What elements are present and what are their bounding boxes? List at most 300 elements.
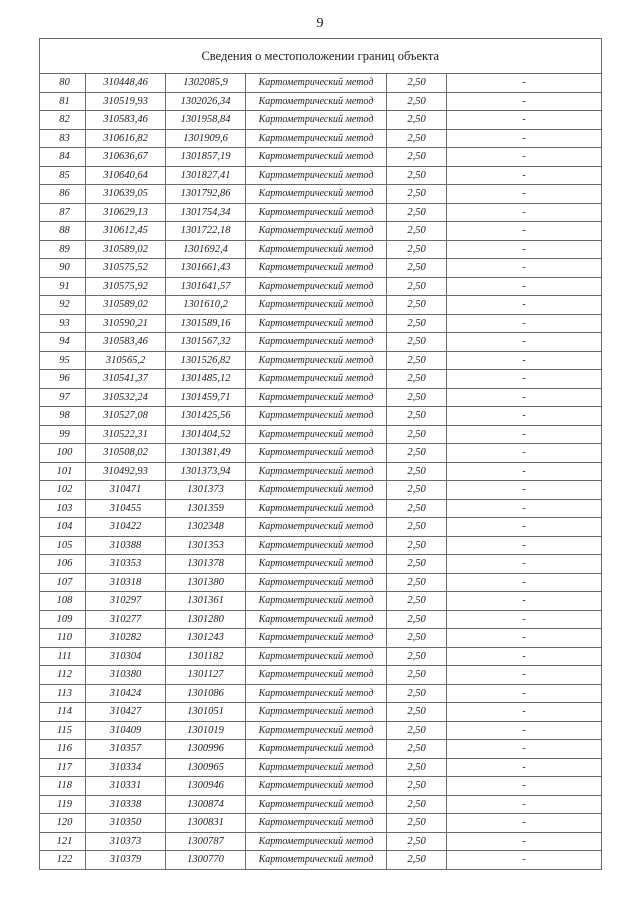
accuracy-cell: 2,50 (387, 610, 447, 629)
point-number-cell: 107 (40, 573, 86, 592)
accuracy-cell: 2,50 (387, 240, 447, 259)
table-row (40, 795, 602, 814)
accuracy-cell: 2,50 (387, 185, 447, 204)
description-cell: - (447, 314, 602, 333)
table-title-spacer (40, 39, 86, 74)
point-number-cell: 93 (40, 314, 86, 333)
method-cell: Картометрический метод (246, 203, 387, 222)
method-cell: Картометрический метод (246, 758, 387, 777)
method-cell: Картометрический метод (246, 314, 387, 333)
method-cell: Картометрический метод (246, 462, 387, 481)
point-number-cell: 101 (40, 462, 86, 481)
table-row (40, 240, 602, 259)
method-cell: Картометрический метод (246, 684, 387, 703)
point-number-cell: 83 (40, 129, 86, 148)
accuracy-cell: 2,50 (387, 481, 447, 500)
accuracy-cell: 2,50 (387, 74, 447, 93)
y-coordinate-cell: 1301361 (166, 592, 246, 611)
method-cell: Картометрический метод (246, 166, 387, 185)
x-coordinate-cell: 310616,82 (86, 129, 166, 148)
x-coordinate-cell: 310589,02 (86, 296, 166, 315)
point-number-cell: 122 (40, 851, 86, 870)
y-coordinate-cell: 1301353 (166, 536, 246, 555)
method-cell: Картометрический метод (246, 795, 387, 814)
point-number-cell: 86 (40, 185, 86, 204)
table-title: Сведения о местоположении границ объекта (86, 39, 602, 74)
point-number-cell: 97 (40, 388, 86, 407)
table-row (40, 370, 602, 389)
description-cell: - (447, 481, 602, 500)
x-coordinate-cell: 310612,45 (86, 222, 166, 241)
y-coordinate-cell: 1301280 (166, 610, 246, 629)
x-coordinate-cell: 310422 (86, 518, 166, 537)
method-cell: Картометрический метод (246, 148, 387, 167)
x-coordinate-cell: 310304 (86, 647, 166, 666)
y-coordinate-cell: 1301857,19 (166, 148, 246, 167)
accuracy-cell: 2,50 (387, 647, 447, 666)
table-row (40, 351, 602, 370)
accuracy-cell: 2,50 (387, 370, 447, 389)
description-cell: - (447, 425, 602, 444)
method-cell: Картометрический метод (246, 129, 387, 148)
description-cell: - (447, 499, 602, 518)
x-coordinate-cell: 310380 (86, 666, 166, 685)
point-number-cell: 104 (40, 518, 86, 537)
y-coordinate-cell: 1301425,56 (166, 407, 246, 426)
method-cell: Картометрический метод (246, 388, 387, 407)
point-number-cell: 98 (40, 407, 86, 426)
x-coordinate-cell: 310636,67 (86, 148, 166, 167)
x-coordinate-cell: 310541,37 (86, 370, 166, 389)
x-coordinate-cell: 310424 (86, 684, 166, 703)
x-coordinate-cell: 310639,05 (86, 185, 166, 204)
point-number-cell: 81 (40, 92, 86, 111)
point-number-cell: 108 (40, 592, 86, 611)
y-coordinate-cell: 1300874 (166, 795, 246, 814)
point-number-cell: 96 (40, 370, 86, 389)
accuracy-cell: 2,50 (387, 703, 447, 722)
x-coordinate-cell: 310409 (86, 721, 166, 740)
x-coordinate-cell: 310318 (86, 573, 166, 592)
method-cell: Картометрический метод (246, 444, 387, 463)
x-coordinate-cell: 310590,21 (86, 314, 166, 333)
table-row (40, 851, 602, 870)
description-cell: - (447, 629, 602, 648)
boundary-coordinates-table (39, 38, 602, 870)
x-coordinate-cell: 310388 (86, 536, 166, 555)
point-number-cell: 94 (40, 333, 86, 352)
table-row (40, 721, 602, 740)
method-cell: Картометрический метод (246, 814, 387, 833)
table-row (40, 111, 602, 130)
method-cell: Картометрический метод (246, 333, 387, 352)
accuracy-cell: 2,50 (387, 573, 447, 592)
y-coordinate-cell: 1301373,94 (166, 462, 246, 481)
table-row (40, 832, 602, 851)
table-row (40, 462, 602, 481)
table-row (40, 481, 602, 500)
description-cell: - (447, 444, 602, 463)
point-number-cell: 85 (40, 166, 86, 185)
accuracy-cell: 2,50 (387, 666, 447, 685)
accuracy-cell: 2,50 (387, 129, 447, 148)
description-cell: - (447, 277, 602, 296)
point-number-cell: 116 (40, 740, 86, 759)
description-cell: - (447, 111, 602, 130)
point-number-cell: 92 (40, 296, 86, 315)
y-coordinate-cell: 1302348 (166, 518, 246, 537)
accuracy-cell: 2,50 (387, 388, 447, 407)
y-coordinate-cell: 1301610,2 (166, 296, 246, 315)
y-coordinate-cell: 1300831 (166, 814, 246, 833)
accuracy-cell: 2,50 (387, 499, 447, 518)
description-cell: - (447, 185, 602, 204)
point-number-cell: 91 (40, 277, 86, 296)
x-coordinate-cell: 310357 (86, 740, 166, 759)
table-row (40, 740, 602, 759)
method-cell: Картометрический метод (246, 610, 387, 629)
table-row (40, 703, 602, 722)
method-cell: Картометрический метод (246, 351, 387, 370)
method-cell: Картометрический метод (246, 185, 387, 204)
point-number-cell: 100 (40, 444, 86, 463)
accuracy-cell: 2,50 (387, 592, 447, 611)
table-row (40, 666, 602, 685)
method-cell: Картометрический метод (246, 851, 387, 870)
table-row (40, 592, 602, 611)
y-coordinate-cell: 1300996 (166, 740, 246, 759)
table-row (40, 222, 602, 241)
accuracy-cell: 2,50 (387, 296, 447, 315)
method-cell: Картометрический метод (246, 277, 387, 296)
x-coordinate-cell: 310589,02 (86, 240, 166, 259)
y-coordinate-cell: 1301958,84 (166, 111, 246, 130)
accuracy-cell: 2,50 (387, 277, 447, 296)
accuracy-cell: 2,50 (387, 259, 447, 278)
table-row (40, 259, 602, 278)
x-coordinate-cell: 310565,2 (86, 351, 166, 370)
method-cell: Картометрический метод (246, 407, 387, 426)
table-row (40, 148, 602, 167)
table-title-row (40, 39, 602, 74)
table-row (40, 444, 602, 463)
x-coordinate-cell: 310583,46 (86, 111, 166, 130)
method-cell: Картометрический метод (246, 518, 387, 537)
point-number-cell: 113 (40, 684, 86, 703)
y-coordinate-cell: 1301692,4 (166, 240, 246, 259)
description-cell: - (447, 684, 602, 703)
table-row (40, 203, 602, 222)
x-coordinate-cell: 310522,31 (86, 425, 166, 444)
description-cell: - (447, 647, 602, 666)
accuracy-cell: 2,50 (387, 795, 447, 814)
accuracy-cell: 2,50 (387, 444, 447, 463)
point-number-cell: 102 (40, 481, 86, 500)
x-coordinate-cell: 310297 (86, 592, 166, 611)
table-row (40, 647, 602, 666)
y-coordinate-cell: 1301380 (166, 573, 246, 592)
description-cell: - (447, 832, 602, 851)
x-coordinate-cell: 310471 (86, 481, 166, 500)
description-cell: - (447, 758, 602, 777)
x-coordinate-cell: 310331 (86, 777, 166, 796)
method-cell: Картометрический метод (246, 832, 387, 851)
y-coordinate-cell: 1301792,86 (166, 185, 246, 204)
point-number-cell: 80 (40, 74, 86, 93)
point-number-cell: 120 (40, 814, 86, 833)
table-row (40, 814, 602, 833)
method-cell: Картометрический метод (246, 111, 387, 130)
accuracy-cell: 2,50 (387, 518, 447, 537)
point-number-cell: 88 (40, 222, 86, 241)
description-cell: - (447, 222, 602, 241)
method-cell: Картометрический метод (246, 481, 387, 500)
description-cell: - (447, 296, 602, 315)
method-cell: Картометрический метод (246, 592, 387, 611)
table-row (40, 684, 602, 703)
y-coordinate-cell: 1302026,34 (166, 92, 246, 111)
description-cell: - (447, 851, 602, 870)
y-coordinate-cell: 1301243 (166, 629, 246, 648)
point-number-cell: 105 (40, 536, 86, 555)
accuracy-cell: 2,50 (387, 536, 447, 555)
y-coordinate-cell: 1301359 (166, 499, 246, 518)
description-cell: - (447, 92, 602, 111)
accuracy-cell: 2,50 (387, 851, 447, 870)
y-coordinate-cell: 1301378 (166, 555, 246, 574)
table-row (40, 296, 602, 315)
x-coordinate-cell: 310527,08 (86, 407, 166, 426)
x-coordinate-cell: 310629,13 (86, 203, 166, 222)
table-row (40, 610, 602, 629)
accuracy-cell: 2,50 (387, 629, 447, 648)
accuracy-cell: 2,50 (387, 758, 447, 777)
table-row (40, 499, 602, 518)
x-coordinate-cell: 310492,93 (86, 462, 166, 481)
table-row (40, 555, 602, 574)
table-row (40, 425, 602, 444)
x-coordinate-cell: 310575,92 (86, 277, 166, 296)
x-coordinate-cell: 310373 (86, 832, 166, 851)
description-cell: - (447, 795, 602, 814)
y-coordinate-cell: 1301589,16 (166, 314, 246, 333)
method-cell: Картометрический метод (246, 240, 387, 259)
accuracy-cell: 2,50 (387, 222, 447, 241)
table-row (40, 92, 602, 111)
x-coordinate-cell: 310455 (86, 499, 166, 518)
x-coordinate-cell: 310575,52 (86, 259, 166, 278)
description-cell: - (447, 777, 602, 796)
method-cell: Картометрический метод (246, 666, 387, 685)
accuracy-cell: 2,50 (387, 92, 447, 111)
description-cell: - (447, 240, 602, 259)
description-cell: - (447, 462, 602, 481)
point-number-cell: 103 (40, 499, 86, 518)
accuracy-cell: 2,50 (387, 777, 447, 796)
description-cell: - (447, 203, 602, 222)
table-row (40, 74, 602, 93)
accuracy-cell: 2,50 (387, 832, 447, 851)
description-cell: - (447, 333, 602, 352)
description-cell: - (447, 814, 602, 833)
y-coordinate-cell: 1301381,49 (166, 444, 246, 463)
table-row (40, 407, 602, 426)
table-row (40, 333, 602, 352)
y-coordinate-cell: 1300770 (166, 851, 246, 870)
point-number-cell: 118 (40, 777, 86, 796)
table-body (40, 74, 602, 870)
accuracy-cell: 2,50 (387, 462, 447, 481)
description-cell: - (447, 370, 602, 389)
x-coordinate-cell: 310640,64 (86, 166, 166, 185)
method-cell: Картометрический метод (246, 222, 387, 241)
x-coordinate-cell: 310448,46 (86, 74, 166, 93)
method-cell: Картометрический метод (246, 647, 387, 666)
x-coordinate-cell: 310353 (86, 555, 166, 574)
y-coordinate-cell: 1301404,52 (166, 425, 246, 444)
description-cell: - (447, 129, 602, 148)
table-row (40, 277, 602, 296)
x-coordinate-cell: 310282 (86, 629, 166, 648)
x-coordinate-cell: 310519,93 (86, 92, 166, 111)
table-row (40, 185, 602, 204)
y-coordinate-cell: 1301661,43 (166, 259, 246, 278)
accuracy-cell: 2,50 (387, 740, 447, 759)
method-cell: Картометрический метод (246, 499, 387, 518)
x-coordinate-cell: 310350 (86, 814, 166, 833)
description-cell: - (447, 74, 602, 93)
y-coordinate-cell: 1300965 (166, 758, 246, 777)
table-row (40, 777, 602, 796)
method-cell: Картометрический метод (246, 425, 387, 444)
method-cell: Картометрический метод (246, 629, 387, 648)
point-number-cell: 106 (40, 555, 86, 574)
x-coordinate-cell: 310277 (86, 610, 166, 629)
description-cell: - (447, 351, 602, 370)
point-number-cell: 89 (40, 240, 86, 259)
method-cell: Картометрический метод (246, 555, 387, 574)
x-coordinate-cell: 310338 (86, 795, 166, 814)
y-coordinate-cell: 1301641,57 (166, 277, 246, 296)
x-coordinate-cell: 310532,24 (86, 388, 166, 407)
point-number-cell: 114 (40, 703, 86, 722)
y-coordinate-cell: 1301086 (166, 684, 246, 703)
accuracy-cell: 2,50 (387, 407, 447, 426)
description-cell: - (447, 148, 602, 167)
accuracy-cell: 2,50 (387, 684, 447, 703)
method-cell: Картометрический метод (246, 703, 387, 722)
description-cell: - (447, 740, 602, 759)
description-cell: - (447, 388, 602, 407)
point-number-cell: 115 (40, 721, 86, 740)
table-row (40, 166, 602, 185)
y-coordinate-cell: 1301909,6 (166, 129, 246, 148)
y-coordinate-cell: 1302085,9 (166, 74, 246, 93)
point-number-cell: 112 (40, 666, 86, 685)
point-number-cell: 110 (40, 629, 86, 648)
y-coordinate-cell: 1301526,82 (166, 351, 246, 370)
method-cell: Картометрический метод (246, 536, 387, 555)
table-row (40, 518, 602, 537)
accuracy-cell: 2,50 (387, 351, 447, 370)
x-coordinate-cell: 310334 (86, 758, 166, 777)
accuracy-cell: 2,50 (387, 555, 447, 574)
accuracy-cell: 2,50 (387, 148, 447, 167)
method-cell: Картометрический метод (246, 573, 387, 592)
description-cell: - (447, 555, 602, 574)
accuracy-cell: 2,50 (387, 111, 447, 130)
point-number-cell: 90 (40, 259, 86, 278)
table-row (40, 629, 602, 648)
y-coordinate-cell: 1301827,41 (166, 166, 246, 185)
method-cell: Картометрический метод (246, 370, 387, 389)
point-number-cell: 99 (40, 425, 86, 444)
table-row (40, 573, 602, 592)
x-coordinate-cell: 310427 (86, 703, 166, 722)
page-number: 9 (316, 16, 324, 31)
method-cell: Картометрический метод (246, 296, 387, 315)
point-number-cell: 119 (40, 795, 86, 814)
accuracy-cell: 2,50 (387, 203, 447, 222)
accuracy-cell: 2,50 (387, 721, 447, 740)
point-number-cell: 87 (40, 203, 86, 222)
accuracy-cell: 2,50 (387, 166, 447, 185)
description-cell: - (447, 573, 602, 592)
x-coordinate-cell: 310583,46 (86, 333, 166, 352)
y-coordinate-cell: 1301722,18 (166, 222, 246, 241)
method-cell: Картометрический метод (246, 740, 387, 759)
point-number-cell: 121 (40, 832, 86, 851)
y-coordinate-cell: 1301567,32 (166, 333, 246, 352)
y-coordinate-cell: 1300787 (166, 832, 246, 851)
y-coordinate-cell: 1301754,34 (166, 203, 246, 222)
method-cell: Картометрический метод (246, 259, 387, 278)
y-coordinate-cell: 1300946 (166, 777, 246, 796)
description-cell: - (447, 518, 602, 537)
method-cell: Картометрический метод (246, 777, 387, 796)
point-number-cell: 84 (40, 148, 86, 167)
table-row (40, 758, 602, 777)
y-coordinate-cell: 1301051 (166, 703, 246, 722)
point-number-cell: 95 (40, 351, 86, 370)
table-row (40, 314, 602, 333)
point-number-cell: 82 (40, 111, 86, 130)
y-coordinate-cell: 1301485,12 (166, 370, 246, 389)
y-coordinate-cell: 1301127 (166, 666, 246, 685)
accuracy-cell: 2,50 (387, 425, 447, 444)
method-cell: Картометрический метод (246, 92, 387, 111)
point-number-cell: 109 (40, 610, 86, 629)
y-coordinate-cell: 1301373 (166, 481, 246, 500)
description-cell: - (447, 666, 602, 685)
accuracy-cell: 2,50 (387, 814, 447, 833)
x-coordinate-cell: 310379 (86, 851, 166, 870)
description-cell: - (447, 592, 602, 611)
description-cell: - (447, 407, 602, 426)
description-cell: - (447, 536, 602, 555)
description-cell: - (447, 721, 602, 740)
y-coordinate-cell: 1301459,71 (166, 388, 246, 407)
table-row (40, 536, 602, 555)
point-number-cell: 111 (40, 647, 86, 666)
table-row (40, 129, 602, 148)
accuracy-cell: 2,50 (387, 314, 447, 333)
point-number-cell: 117 (40, 758, 86, 777)
method-cell: Картометрический метод (246, 74, 387, 93)
accuracy-cell: 2,50 (387, 333, 447, 352)
y-coordinate-cell: 1301019 (166, 721, 246, 740)
description-cell: - (447, 166, 602, 185)
